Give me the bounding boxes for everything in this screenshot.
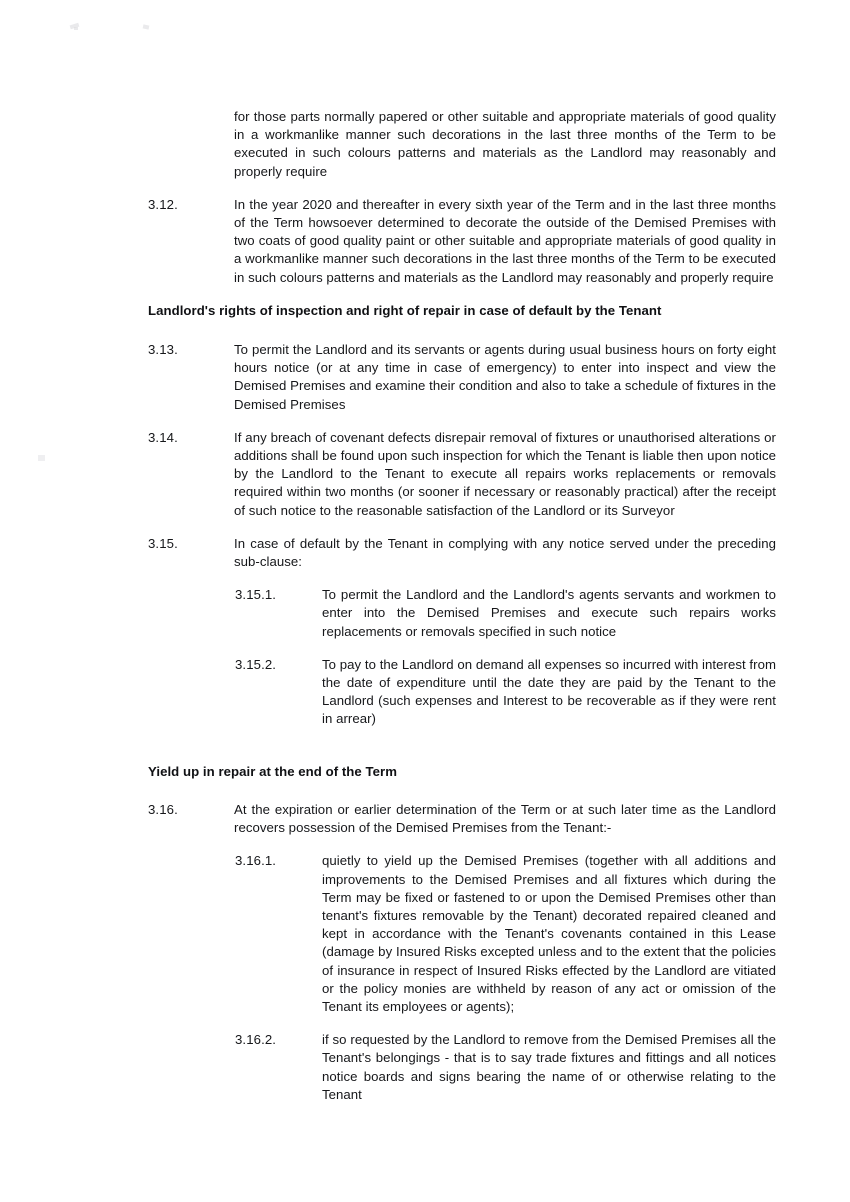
clause-3-15-number: 3.15. xyxy=(148,535,178,551)
clause-3-16-1-text: quietly to yield up the Demised Premises (together with all additions and improvements to the Demised Premises and all fixtures which during the Term may be fixed or fastened to or upon the Demised Premises other than tenant's fixtures removable by the Tenant) decorated repaired cleaned and kept in accordance with the Tenant's covenants contained in this Lease (damage by Insured Risks excepted unless and to the extent that the policies of insurance in respect of Insured Risks effected by the Landlord are vitiated or the policy monies are withheld by reason of any act or omission of the Tenant its employees or agents); xyxy=(322,853,776,1014)
clause-3-16-2-text: if so requested by the Landlord to remove from the Demised Premises all the Tenant's belongings - that is to say trade fixtures and fittings and all notices notice boards and signs bearing the name of or otherwise relating to the Tenant xyxy=(322,1032,776,1102)
clause-3-16 xyxy=(148,801,776,837)
scan-artifact-speckle xyxy=(70,23,80,30)
scan-artifact-speckle xyxy=(74,27,78,30)
clause-3-14-number: 3.14. xyxy=(148,429,178,445)
scan-artifact-speckle xyxy=(143,24,150,29)
clause-3-15-text: In case of default by the Tenant in complying with any notice served under the preceding sub-clause: xyxy=(234,535,776,570)
clause-3-12 xyxy=(148,196,776,287)
clause-3-13 xyxy=(148,341,776,414)
clause-3-13-number: 3.13. xyxy=(148,342,178,358)
clause-3-11-continuation: for those parts normally papered or other suitable and appropriate materials of good quality in a workmanlike manner such decorations in the last three months of the Term to be executed in such colours patterns and materials as the Landlord may reasonably and properly require xyxy=(234,109,776,179)
clause-3-15-2-text: To pay to the Landlord on demand all expenses so incurred with interest from the date of expenditure until the date they are paid by the Tenant to the Landlord (such expenses and Interest to be recoverable as if they were rent in arrear) xyxy=(322,656,776,727)
clause-3-14 xyxy=(148,429,776,520)
clause-3-13-text: To permit the Landlord and its servants or agents during usual business hours on forty eight hours notice (or at any time in case of emergency) to enter into inspect and view the Demised Premises and examine their condition and also to take a schedule of fixtures in the Demised Premises xyxy=(234,342,776,412)
clause-3-16-2-number: 3.16.2. xyxy=(235,1032,277,1048)
clause-3-12-text: In the year 2020 and thereafter in every sixth year of the Term and in the last three months of the Term howsoever determined to decorate the outside of the Demised Premises with two coats of good quality paint or other suitable and appropriate materials of good quality in a workmanlike manner such decorations in the last three months of the Term to be executed in such colours patterns and materials as the Landlord may reasonably and properly require xyxy=(234,196,776,285)
clause-3-16-1 xyxy=(235,852,776,1016)
clause-3-16-text: At the expiration or earlier determination of the Term or at such later time as the Landlord recovers possession of the Demised Premises from the Tenant:- xyxy=(234,801,776,836)
heading-landlords-rights-of-inspection: Landlord's rights of inspection and right of repair in case of default by the Tenant xyxy=(148,302,662,318)
clause-3-15-1-text: To permit the Landlord and the Landlord's agents servants and workmen to enter into the Demised Premises and execute such repairs works replacements or removals specified in such notice xyxy=(322,587,776,639)
heading-yield-up-in-repair: Yield up in repair at the end of the Term xyxy=(148,763,397,779)
document-body xyxy=(148,108,776,1119)
clause-3-16-number: 3.16. xyxy=(148,801,178,817)
clause-3-15-1-number: 3.15.1. xyxy=(235,587,277,603)
clause-3-16-1-number: 3.16.1. xyxy=(235,853,277,869)
clause-3-16-2 xyxy=(235,1031,776,1104)
clause-3-12-number: 3.12. xyxy=(148,196,178,212)
clause-3-15-2-number: 3.15.2. xyxy=(235,656,277,672)
clause-3-14-text: If any breach of covenant defects disrepair removal of fixtures or unauthorised alterations or additions shall be found upon such inspection for which the Tenant is liable then upon notice by the Landlord to the Tenant to execute all repairs works replacements or removals required within two months (or sooner if necessary or reasonably practical) after the receipt of such notice to the reasonable satisfaction of the Landlord or its Surveyor xyxy=(234,429,776,518)
scan-artifact-speckle xyxy=(38,455,45,461)
clause-3-15 xyxy=(148,535,776,571)
clause-3-15-1 xyxy=(235,586,776,641)
clause-3-15-2 xyxy=(235,656,776,729)
